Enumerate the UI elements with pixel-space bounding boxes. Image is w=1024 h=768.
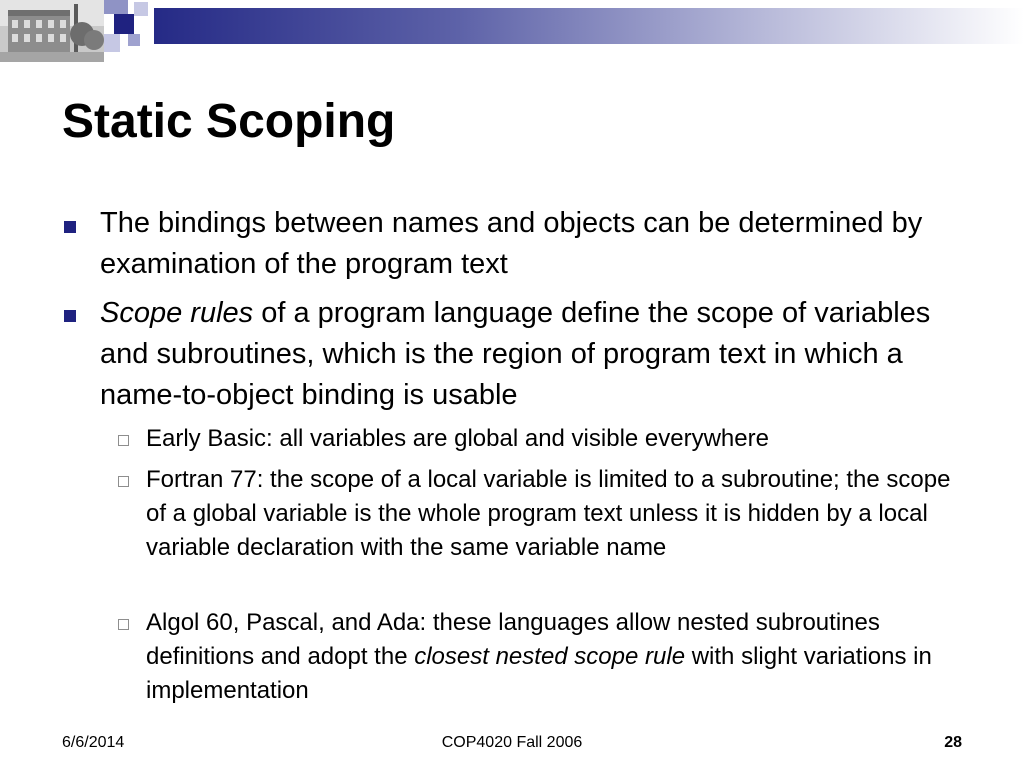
deco-square (104, 0, 128, 14)
sub-bullet-text: Algol 60, Pascal, and Ada: these languages allow nested subroutines definitions and adopt the (146, 609, 880, 670)
sub-bullet-italic-term: closest nested scope rule (414, 643, 686, 670)
footer-date: 6/6/2014 (62, 734, 125, 751)
hollow-square-bullet-icon (118, 619, 129, 630)
campus-building-photo (0, 0, 104, 62)
hollow-square-bullet-icon (118, 476, 129, 487)
hollow-square-bullet-icon (118, 435, 129, 446)
bullet-italic-term: Scope rules (100, 297, 254, 329)
square-bullet-icon (64, 221, 76, 233)
bullet-text: of a program language define the scope of variables and subroutines, which is the region of program text in which a name-to-object binding is usable (100, 297, 931, 411)
deco-square (114, 14, 134, 34)
sub-bullet-text: with slight variations in implementation (146, 643, 932, 704)
footer-page-number: 28 (944, 734, 962, 751)
header-decoration (0, 0, 1024, 62)
sub-bullet-item (146, 463, 966, 565)
deco-square (128, 34, 140, 46)
sub-bullet-text: Fortran 77: the scope of a local variable is limited to a subroutine; the scope of a global variable is the whole program text unless it is hidden by a local variable declaration with the same variable name (146, 466, 951, 561)
sub-bullet-item (146, 422, 966, 456)
bullet-item (100, 293, 970, 416)
sub-bullet-text: Early Basic: all variables are global and visible everywhere (146, 425, 769, 452)
bullet-text: The bindings between names and objects can be determined by examination of the program text (100, 207, 923, 280)
sub-bullet-item (146, 606, 966, 708)
deco-square (104, 34, 120, 52)
square-bullet-icon (64, 310, 76, 322)
header-gradient-bar (154, 8, 1024, 44)
footer-course: COP4020 Fall 2006 (441, 734, 583, 751)
deco-square (134, 2, 148, 16)
slide-title: Static Scoping (62, 95, 396, 148)
bullet-item (100, 203, 970, 285)
